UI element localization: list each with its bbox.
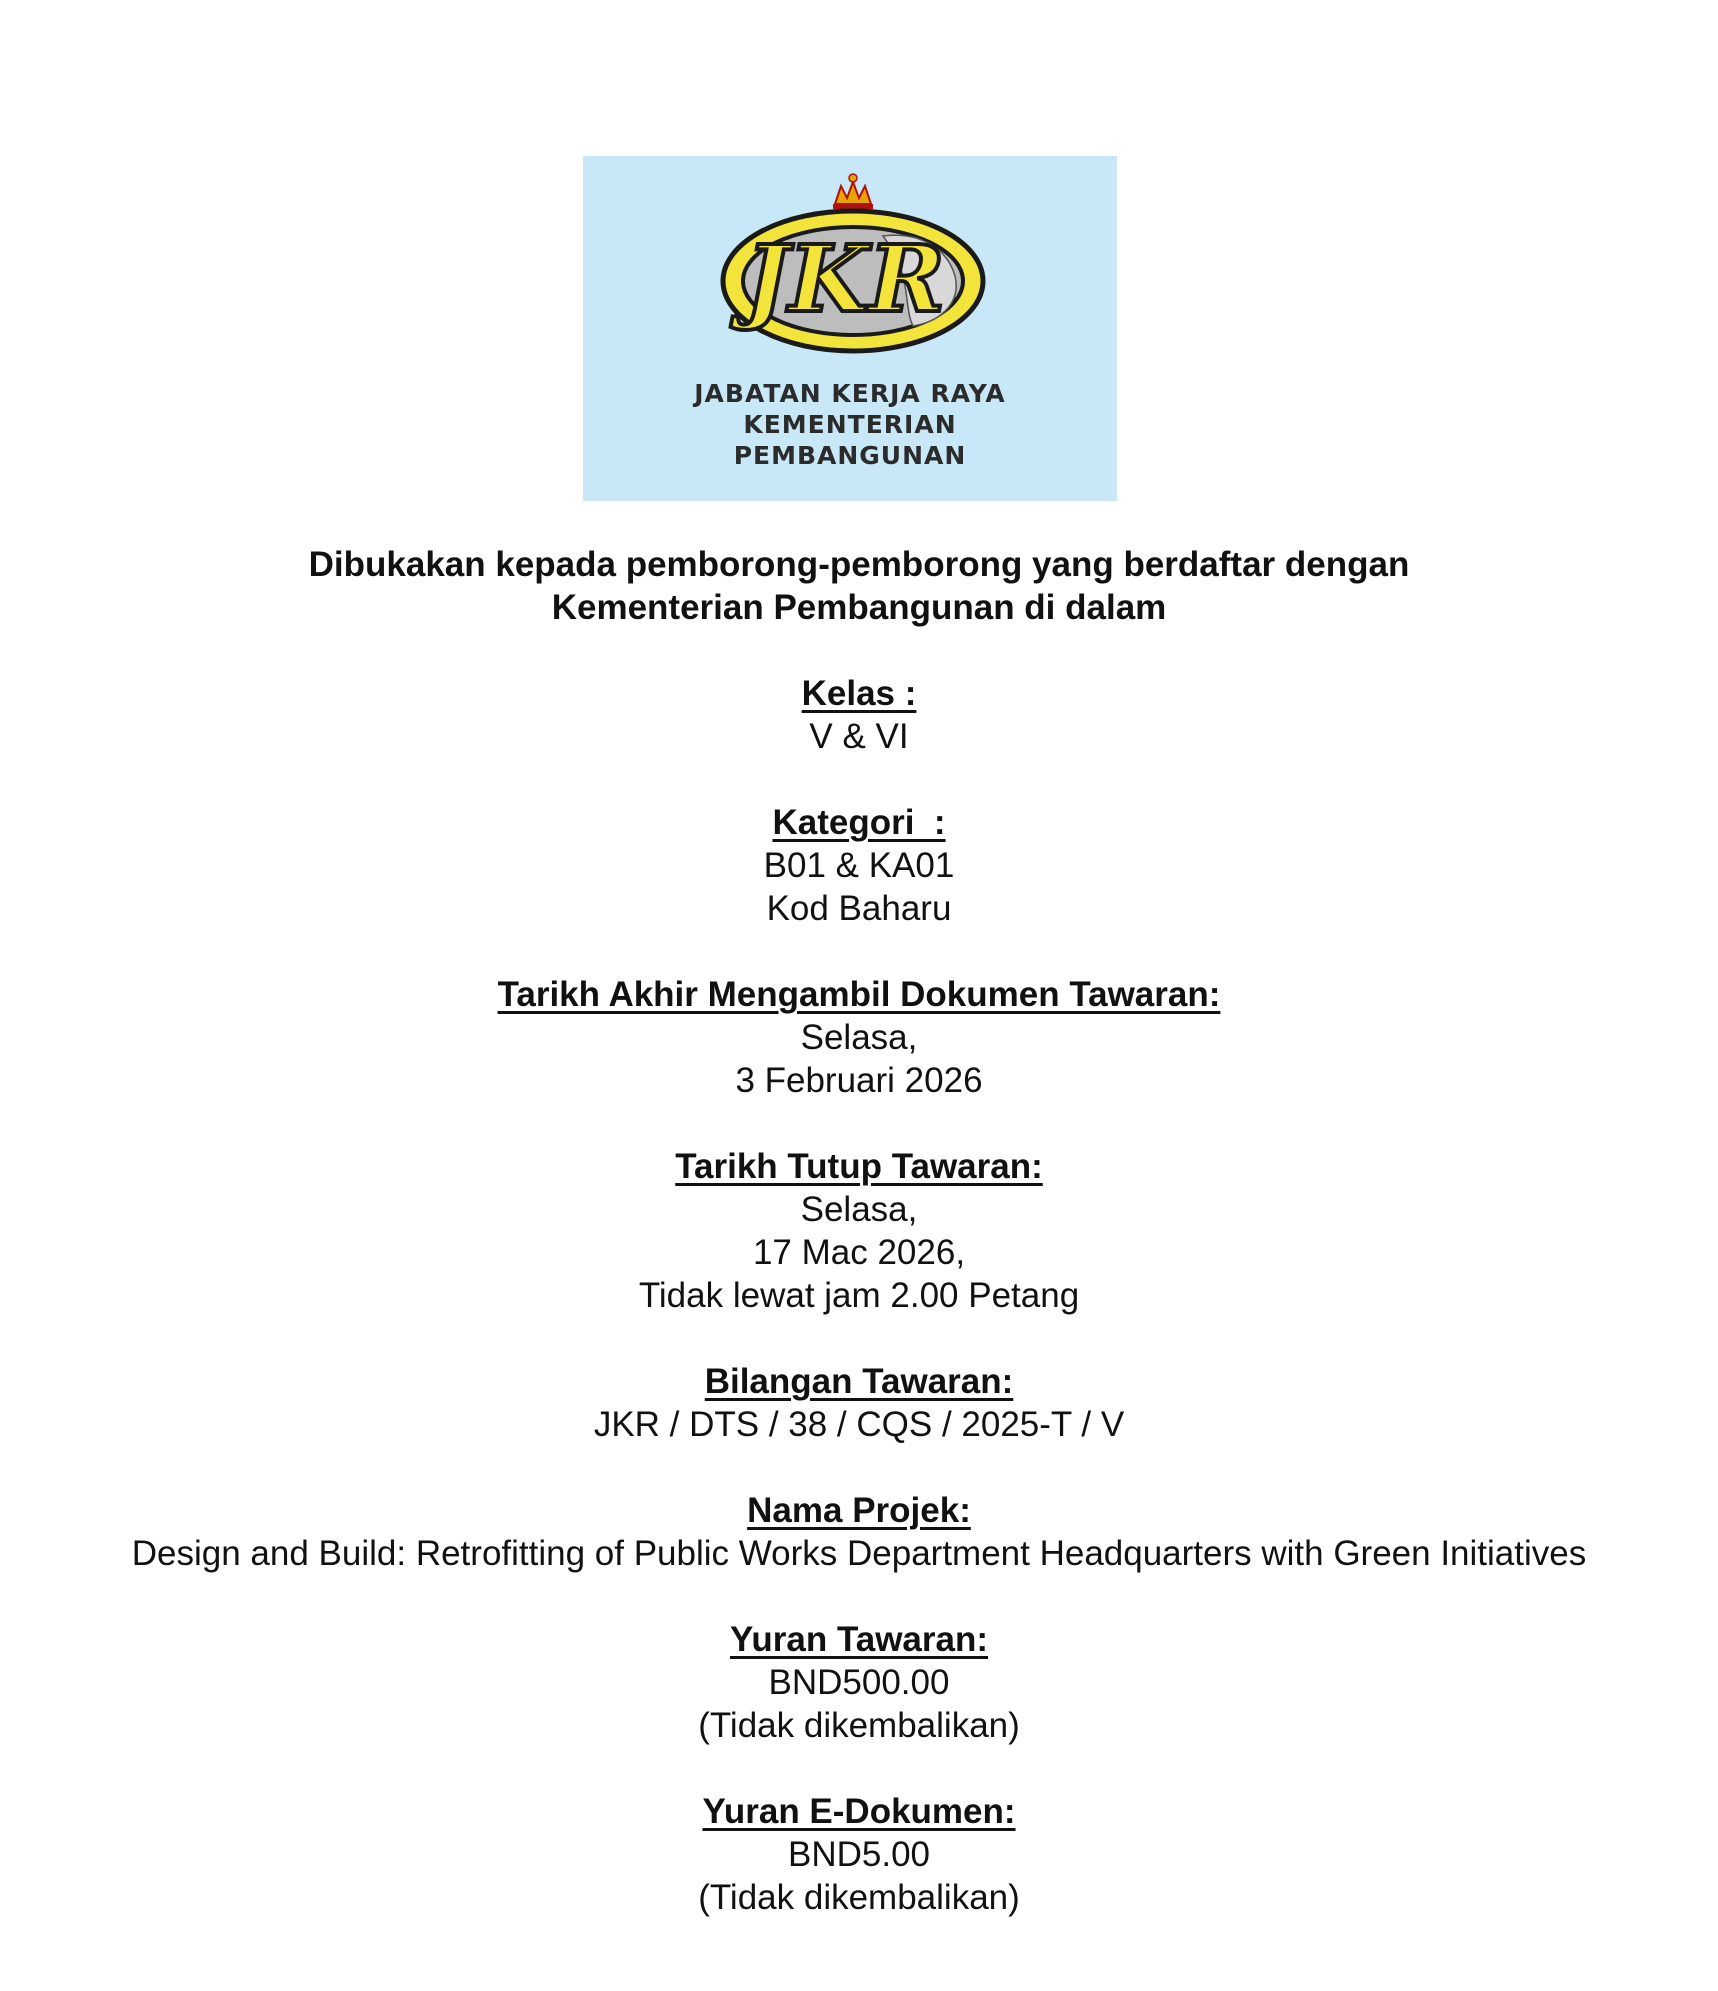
section-yuran-tawaran xyxy=(0,1618,1718,1747)
section-heading: Kategori : xyxy=(772,803,946,842)
intro-line: Kementerian Pembangunan di dalam xyxy=(551,588,1167,627)
section-value: Selasa, xyxy=(800,1190,918,1229)
section-heading: Nama Projek: xyxy=(747,1491,971,1530)
section-value: V & VI xyxy=(809,717,909,756)
section-bilangan-tawaran xyxy=(0,1360,1718,1446)
section-heading: Bilangan Tawaran: xyxy=(704,1362,1014,1401)
section-kelas xyxy=(0,672,1718,758)
section-yuran-edokumen xyxy=(0,1790,1718,1919)
section-tarikh-akhir xyxy=(0,973,1718,1102)
logo-line: JABATAN KERJA RAYA xyxy=(694,379,1006,408)
jkr-logo xyxy=(583,156,1117,501)
section-value: (Tidak dikembalikan) xyxy=(698,1878,1020,1917)
intro-line: Dibukakan kepada pemborong-pemborong yang berdaftar dengan xyxy=(308,545,1410,584)
section-value: Tidak lewat jam 2.00 Petang xyxy=(638,1276,1080,1315)
logo-line: KEMENTERIAN xyxy=(743,410,957,439)
section-value: 3 Februari 2026 xyxy=(735,1061,983,1100)
logo-department-text xyxy=(583,378,1117,471)
section-nama-projek xyxy=(0,1489,1718,1575)
section-value: Selasa, xyxy=(800,1018,918,1057)
section-tarikh-tutup xyxy=(0,1145,1718,1317)
section-heading: Kelas : xyxy=(801,674,917,713)
svg-text:JKR: JKR xyxy=(745,225,945,333)
section-kategori xyxy=(0,801,1718,930)
section-value: 17 Mac 2026, xyxy=(752,1233,966,1272)
section-value: JKR / DTS / 38 / CQS / 2025-T / V xyxy=(593,1405,1125,1444)
section-value: Kod Baharu xyxy=(766,889,952,928)
section-value: B01 & KA01 xyxy=(763,846,955,885)
section-value: Design and Build: Retrofitting of Public Works Department Headquarters with Green Initiatives xyxy=(131,1534,1587,1573)
section-heading: Tarikh Akhir Mengambil Dokumen Tawaran: xyxy=(497,975,1221,1014)
section-value: BND5.00 xyxy=(787,1835,931,1874)
crown-icon xyxy=(833,174,873,209)
section-heading: Yuran Tawaran: xyxy=(729,1620,989,1659)
section-value: (Tidak dikembalikan) xyxy=(698,1706,1020,1745)
section-heading: Yuran E-Dokumen: xyxy=(702,1792,1016,1831)
notice-body xyxy=(0,543,1718,1919)
section-value: BND500.00 xyxy=(768,1663,950,1702)
logo-line: PEMBANGUNAN xyxy=(733,441,967,470)
intro-text xyxy=(0,543,1718,629)
section-heading: Tarikh Tutup Tawaran: xyxy=(675,1147,1043,1186)
